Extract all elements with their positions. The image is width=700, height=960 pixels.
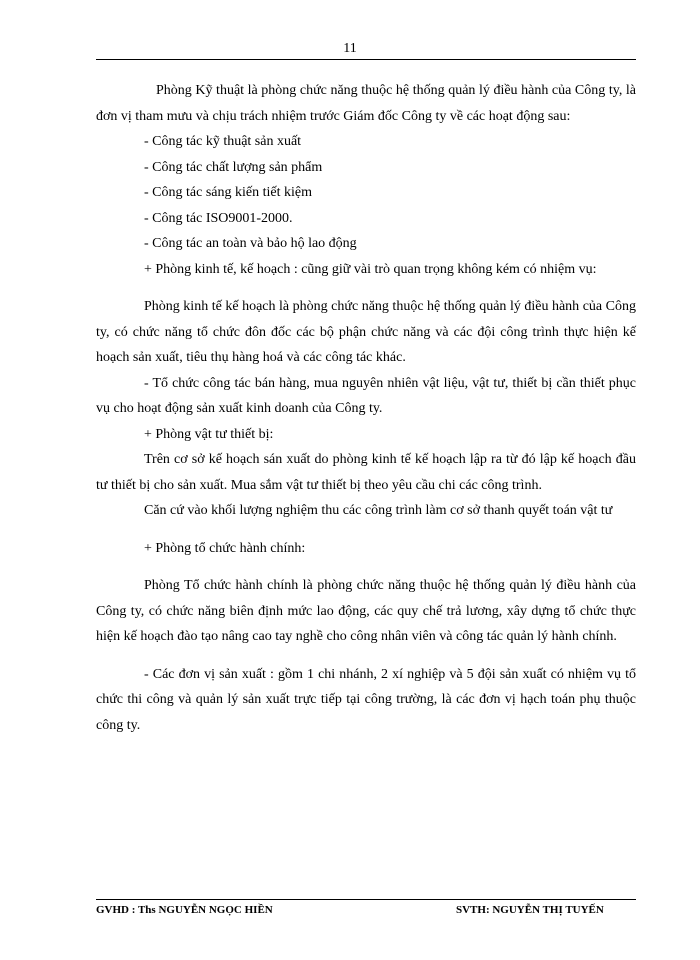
list-item-iso: - Công tác ISO9001-2000. [144,210,293,226]
page-number: 11 [343,41,357,56]
list-item-labour-safety: - Công tác an toàn và bảo hộ lao động [144,236,357,251]
paragraph-technical-dept: Phòng Kỹ thuật là phòng chức năng thuộc hệ thống quản lý điều hành của Công ty, là đơn vị tham mưu và chịu trách nhiệm trước Giám đốc Công ty về các hoạt động sau: [96,83,636,124]
footer-divider [96,899,636,900]
paragraph-sales-procurement: - Tổ chức công tác bán hàng, mua nguyên nhiên vật liệu, vật tư, thiết bị cần thiết phục vụ cho hoạt động sản xuất kinh doanh của Công ty. [96,375,636,416]
list-item-saving-initiatives: - Công tác sáng kiến tiết kiệm [144,185,312,200]
paragraph-materials-settlement: Căn cứ vào khối lượng nghiệm thu các công trình làm cơ sở thanh quyết toán vật tư [144,503,613,518]
header-divider [96,59,636,60]
document-body [96,78,636,738]
list-item-technical-production: - Công tác kỹ thuật sản xuất [144,134,302,149]
heading-materials-equipment-dept: + Phòng vật tư thiết bị: [144,426,274,442]
footer-supervisor: GVHD : Ths NGUYỄN NGỌC HIỀN [96,904,273,916]
heading-economic-planning-dept: + Phòng kinh tế, kế hoạch : cũng giữ vài trò quan trọng không kém có nhiệm vụ: [144,261,597,277]
footer-student: SVTH: NGUYỄN THỊ TUYẾN [456,904,604,916]
paragraph-admin-dept: Phòng Tổ chức hành chính là phòng chức năng thuộc hệ thống quản lý điều hành của Công ty, có chức năng biên định mức lao động, các quy chế trả lương, xây dựng tổ chức thực hiện kế hoạch đào tạo nâng cao tay nghề cho công nhân viên và công tác quản lý hành chính. [96,578,636,644]
paragraph-production-units: - Các đơn vị sản xuất : gồm 1 chi nhánh, 2 xí nghiệp và 5 đội sản xuất có nhiệm vụ tổ chức thi công và quản lý sản xuất trực tiếp tại công trường, là các đơn vị hạch toán phụ thuộc công ty. [96,666,636,733]
list-item-product-quality: - Công tác chất lượng sản phẩm [144,159,323,175]
paragraph-materials-planning: Trên cơ sở kế hoạch sán xuất do phòng kinh tế kế hoạch lập ra từ đó lập kế hoạch đầu tư thiết bị cho sản xuất. Mua sắm vật tư thiết bị theo yêu cầu chi các công trình. [96,452,636,493]
paragraph-economic-planning: Phòng kinh tế kế hoạch là phòng chức năng thuộc hệ thống quản lý điều hành của Công ty, có chức năng tổ chức đôn đốc các bộ phận chức năng và các đội công trình thực hiện kế hoạch sản xuất, tiêu thụ hàng hoá và các công tác khác. [96,299,636,365]
heading-admin-dept: + Phòng tổ chức hành chính: [144,540,306,556]
